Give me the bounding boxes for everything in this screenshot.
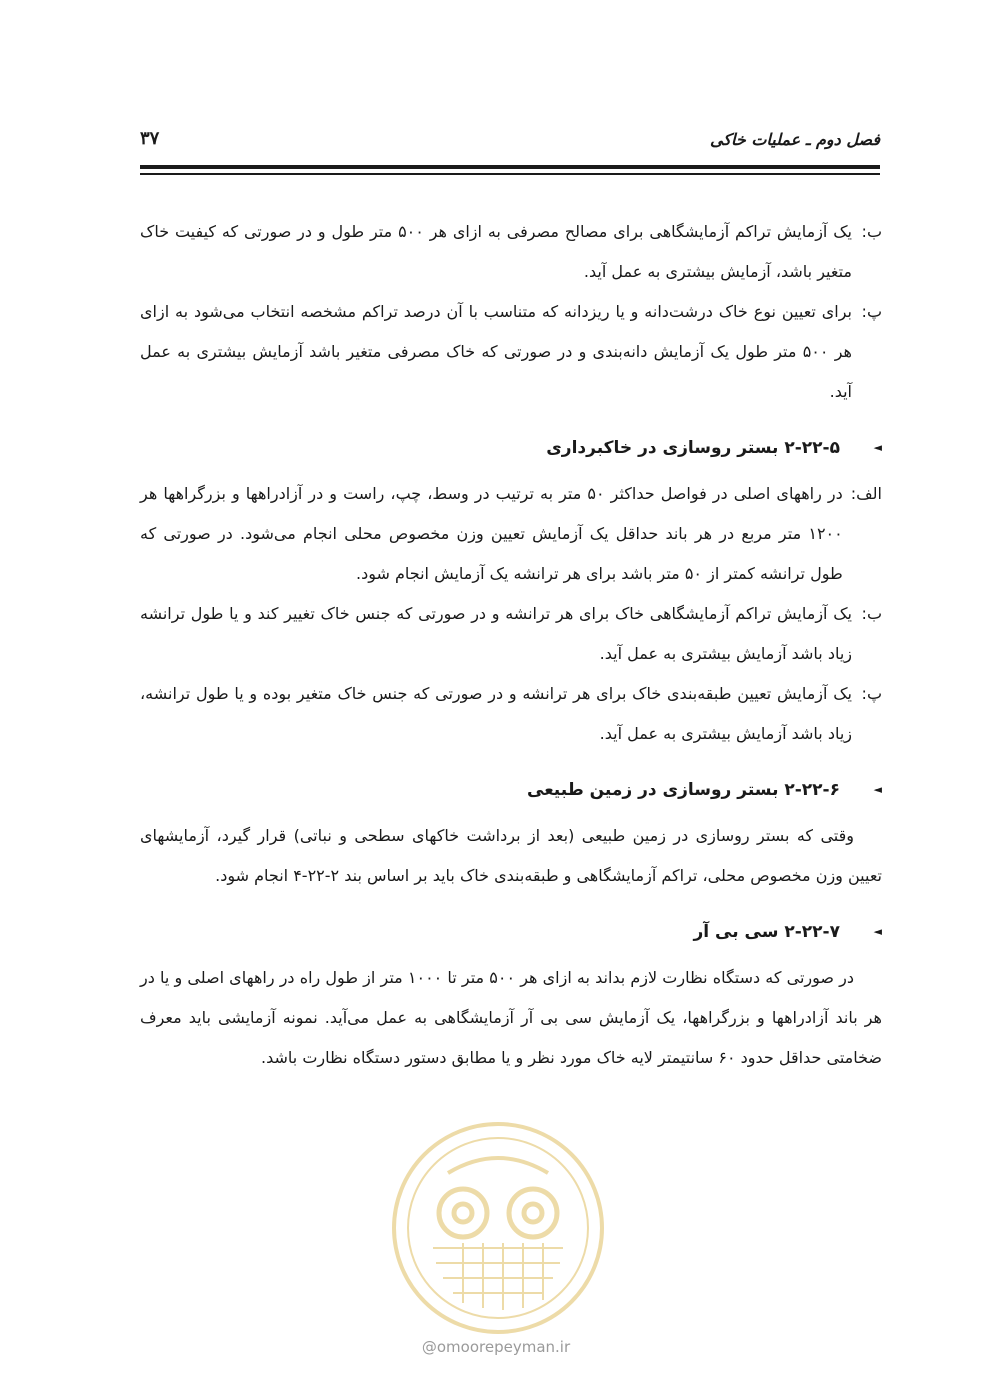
page-body [140, 212, 882, 1078]
triangle-marker-icon: ◄ [873, 441, 882, 454]
item-text: در راههای اصلی در فواصل حداکثر ۵۰ متر به ترتیب در وسط، چپ، راست و در آزادراهها و بزرگراهها هر ۱۲۰۰ متر مربع در هر باند حداقل یک آزمایش تعیین وزن مخصوص محلی انجام می‌شود. در صورتی که طول ترانشه کمتر از ۵۰ متر باشد برای هر ترانشه یک آزمایش انجام شود. [140, 484, 843, 583]
item-text: برای تعیین نوع خاک درشت‌دانه و یا ریزدانه که متناسب با آن درصد تراکم مشخصه انتخاب می‌شود به ازای هر ۵۰۰ متر طول یک آزمایش دانه‌بندی و در صورتی که خاک مصرفی متغیر باشد آزمایش بیشتری به عمل آید. [140, 302, 852, 401]
item-text: یک آزمایش تعیین طبقه‌بندی خاک برای هر ترانشه و در صورتی که جنس خاک متغیر بوده و یا طول ترانشه، زیاد باشد آزمایش بیشتری به عمل آید. [140, 684, 852, 743]
item-label: ب: [861, 604, 882, 623]
list-item [140, 292, 882, 412]
page-header [140, 130, 880, 160]
list-item [140, 212, 882, 292]
section-paragraph: در صورتی که دستگاه نظارت لازم بداند به ازای هر ۵۰۰ متر تا ۱۰۰۰ متر از طول راه در راههای اصلی و یا در هر باند آزادراهها و بزرگراهها، یک آزمایش سی بی آر آزمایشگاهی به عمل می‌آید. نمونه آزمایشی باید معرف ضخامتی حداقل حدود ۶۰ سانتیمتر لایه خاک مورد نظر و یا مطابق دستور دستگاه نظارت باشد. [140, 968, 882, 1067]
list-item [140, 594, 882, 674]
item-label: ب: [861, 222, 882, 241]
watermark-site-caption: @omoorepeyman.ir [421, 1338, 571, 1356]
chapter-title: فصل دوم ـ عملیات خاکی [710, 130, 880, 149]
item-text: یک آزمایش تراکم آزمایشگاهی خاک برای هر ترانشه و در صورتی که جنس خاک تغییر کند و یا طول ترانشه زیاد باشد آزمایش بیشتری به عمل آید. [140, 604, 852, 663]
watermark-seal-icon [388, 1118, 608, 1338]
section-heading [140, 428, 882, 468]
section-title: ۲-۲۲-۶ بستر روسازی در زمین طبیعی [527, 780, 840, 800]
section-heading [140, 912, 882, 952]
item-label: پ: [861, 684, 882, 703]
section-heading [140, 770, 882, 810]
section-title: ۲-۲۲-۵ بستر روسازی در خاکبرداری [546, 438, 840, 458]
triangle-marker-icon: ◄ [873, 783, 882, 796]
list-item [140, 674, 882, 754]
header-rule-thick [140, 165, 880, 169]
item-label: پ: [861, 302, 882, 321]
item-label: الف: [850, 484, 882, 503]
list-item [140, 474, 882, 594]
item-text: یک آزمایش تراکم آزمایشگاهی برای مصالح مصرفی به ازای هر ۵۰۰ متر طول و در صورتی که کیفیت خاک متغیر باشد، آزمایش بیشتری به عمل آید. [140, 222, 853, 281]
page-number: ۳۷ [140, 128, 160, 149]
section-paragraph: وقتی که بستر روسازی در زمین طبیعی (بعد از برداشت خاکهای سطحی و نباتی) قرار گیرد، آزمایشهای تعیین وزن مخصوص محلی، تراکم آزمایشگاهی و طبقه‌بندی خاک باید بر اساس بند ۲-۲۲-۴ انجام شود. [140, 826, 882, 885]
section-title: ۲-۲۲-۷ سی بی آر [693, 922, 840, 942]
header-rule-thin [140, 173, 880, 175]
triangle-marker-icon: ◄ [873, 925, 882, 938]
